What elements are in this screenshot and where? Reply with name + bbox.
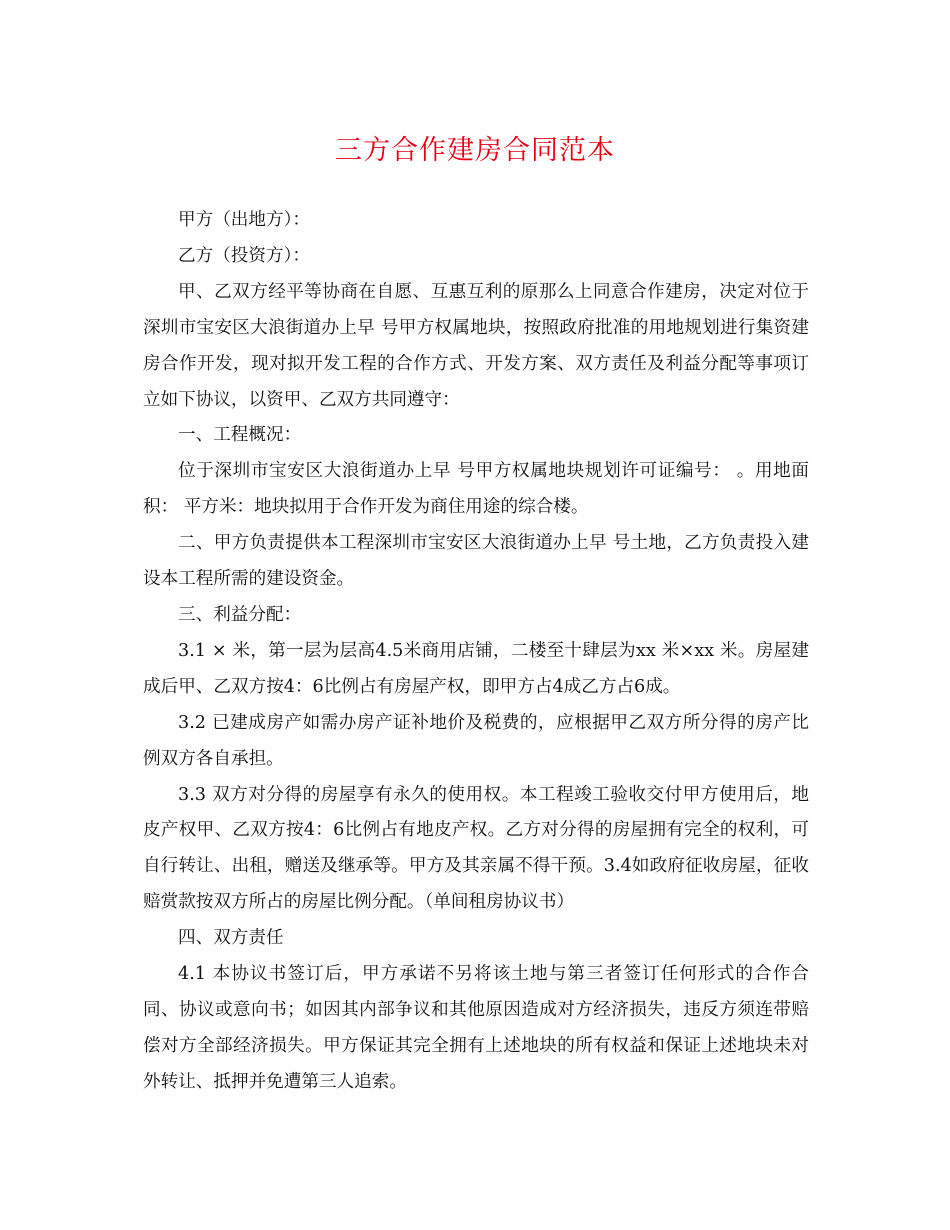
clause-3-1: 3.1 × 米，第一层为层高4.5米商用店铺，二楼至十肆层为xx 米×xx 米。房屋建成后甲、乙双方按4：6比例占有房屋产权，即甲方占4成乙方占6成。 — [143, 640, 809, 697]
section-heading: 四、双方责任 — [178, 928, 284, 949]
preamble-paragraph: 甲、乙双方经平等协商在自愿、互惠互利的原那么上同意合作建房，决定对位于深圳市宝安区大浪街道办上早 号甲方权属地块，按照政府批准的用地规划进行集资建房合作开发，现对拟开发工程的合作方式、开发方案、双方责任及利益分配等事项订立如下协议，以资甲、乙双方共同遵守： — [143, 281, 809, 410]
section-heading: 三、利益分配： — [178, 604, 302, 625]
party-a-line: 甲方（出地方）： — [178, 210, 310, 230]
section-2-paragraph: 二、甲方负责提供本工程深圳市宝安区大浪街道办上早 号土地，乙方负责投入建设本工程所需的建设资金。 — [143, 533, 809, 590]
clause-4-1: 4.1 本协议书签订后，甲方承诺不另将该土地与第三者签订任何形式的合作合同、协议或意向书；如因其内部争议和其他原因造成对方经济损失，违反方须连带赔偿对方全部经济损失。甲方保证其完全拥有上述地块的所有权益和保证上述地块未对外转让、抵押并免遭第三人追索。 — [143, 964, 809, 1092]
document-body — [143, 203, 809, 1101]
clause-3-3: 3.3 双方对分得的房屋享有永久的使用权。本工程竣工验收交付甲方使用后，地皮产权甲、乙双方按4：6比例占有地皮产权。乙方对分得的房屋拥有完全的权利，可自行转让、出租，赠送及继承等。甲方及其亲属不得干预。3.4如政府征收房屋，征收赔赏款按双方所占的房屋比例分配。（单间租房协议书） — [143, 784, 809, 913]
party-b-line: 乙方（投资方）： — [178, 245, 310, 266]
project-overview-paragraph: 位于深圳市宝安区大浪街道办上早 号甲方权属地块规划许可证编号： 。用地面积： 平方米：地块拟用于合作开发为商住用途的综合楼。 — [143, 461, 809, 518]
document-title: 三方合作建房合同范本 — [335, 135, 615, 166]
clause-3-2: 3.2 已建成房产如需办房产证补地价及税费的，应根据甲乙双方所分得的房产比例双方各自承担。 — [143, 712, 809, 769]
section-heading: 一、工程概况： — [178, 425, 302, 446]
